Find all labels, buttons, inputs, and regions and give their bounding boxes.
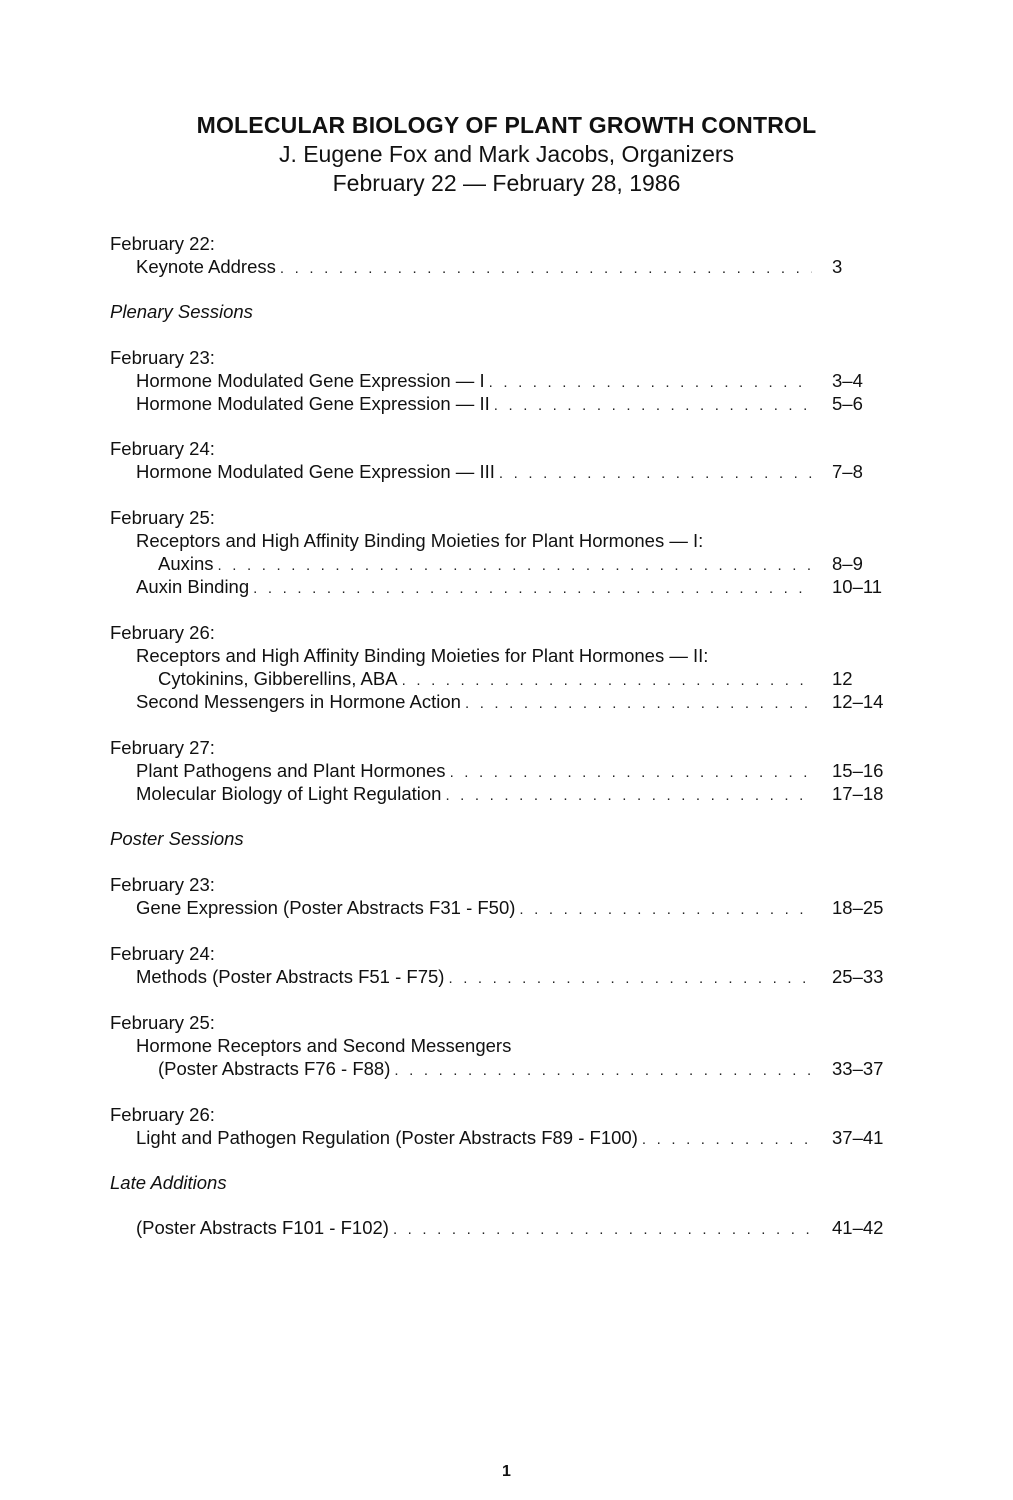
date-heading: February 24: xyxy=(110,438,215,459)
toc-entry xyxy=(110,759,920,782)
dot-leader xyxy=(280,257,812,280)
entry-pages: 15–16 xyxy=(832,760,884,781)
toc-entry-continuation xyxy=(110,552,920,575)
dot-leader xyxy=(519,898,812,921)
dot-leader xyxy=(489,371,812,394)
entry-title: Receptors and High Affinity Binding Moieties for Plant Hormones — I: xyxy=(136,530,704,551)
entry-pages: 17–18 xyxy=(832,783,884,804)
entry-pages: 8–9 xyxy=(832,553,863,574)
entry-title: (Poster Abstracts F101 - F102) xyxy=(136,1217,389,1238)
entry-pages: 33–37 xyxy=(832,1058,884,1079)
entry-pages: 37–41 xyxy=(832,1127,884,1148)
toc-entry xyxy=(110,690,920,713)
dot-leader xyxy=(499,462,812,485)
dot-leader xyxy=(218,554,812,577)
entry-pages: 5–6 xyxy=(832,393,863,414)
entry-pages: 12–14 xyxy=(832,691,884,712)
dot-leader xyxy=(642,1128,812,1151)
entry-title: Light and Pathogen Regulation (Poster Abstracts F89 - F100) xyxy=(136,1127,638,1148)
entry-pages: 7–8 xyxy=(832,461,863,482)
entry-pages: 10–11 xyxy=(832,576,883,597)
toc-entry-continuation xyxy=(110,1057,920,1080)
entry-title: Gene Expression (Poster Abstracts F31 - F50) xyxy=(136,897,516,918)
entry-pages: 25–33 xyxy=(832,966,884,987)
toc-entry xyxy=(110,1126,920,1149)
toc-entry xyxy=(110,644,920,667)
dot-leader xyxy=(448,967,812,990)
entry-pages: 12 xyxy=(832,668,853,689)
entry-title: Methods (Poster Abstracts F51 - F75) xyxy=(136,966,445,987)
entry-title: Molecular Biology of Light Regulation xyxy=(136,783,442,804)
toc-entry xyxy=(110,965,920,988)
organizers-line: J. Eugene Fox and Mark Jacobs, Organizers xyxy=(278,141,735,167)
entry-pages: 41–42 xyxy=(832,1217,884,1238)
toc-entry xyxy=(110,460,920,483)
entry-title-continued: Cytokinins, Gibberellins, ABA xyxy=(158,668,398,689)
entry-title: Hormone Modulated Gene Expression — I xyxy=(136,370,485,391)
entry-title: Auxin Binding xyxy=(136,576,250,597)
date-heading: February 23: xyxy=(110,347,215,368)
toc-entry xyxy=(110,529,920,552)
date-heading: February 27: xyxy=(110,737,215,758)
toc-entry xyxy=(110,575,920,598)
entry-title: Second Messengers in Hormone Action xyxy=(136,691,461,712)
dot-leader xyxy=(394,1059,812,1082)
entry-pages: 3–4 xyxy=(832,370,863,391)
date-heading: February 23: xyxy=(110,874,215,895)
date-heading: February 24: xyxy=(110,943,215,964)
dot-leader xyxy=(393,1218,812,1241)
section-heading-poster: Poster Sessions xyxy=(110,828,244,849)
date-heading: February 22: xyxy=(110,233,215,254)
entry-pages: 3 xyxy=(832,256,843,277)
entry-title: Keynote Address xyxy=(136,256,276,277)
date-heading: February 26: xyxy=(110,1104,215,1125)
dot-leader xyxy=(465,692,812,715)
document-title: MOLECULAR BIOLOGY OF PLANT GROWTH CONTROL xyxy=(196,112,817,138)
date-heading: February 25: xyxy=(110,1012,215,1033)
toc-entry xyxy=(110,1216,920,1239)
entry-title: Hormone Modulated Gene Expression — III xyxy=(136,461,495,482)
section-heading-late: Late Additions xyxy=(110,1172,227,1193)
toc-entry xyxy=(110,782,920,805)
entry-title: Receptors and High Affinity Binding Moieties for Plant Hormones — II: xyxy=(136,645,709,666)
toc-entry-continuation xyxy=(110,667,920,690)
toc-entry xyxy=(110,392,920,415)
entry-title: Hormone Modulated Gene Expression — II xyxy=(136,393,490,414)
entry-title: Plant Pathogens and Plant Hormones xyxy=(136,760,446,781)
section-heading-plenary: Plenary Sessions xyxy=(110,301,253,322)
document-header xyxy=(0,110,1013,198)
date-heading: February 25: xyxy=(110,507,215,528)
toc-entry xyxy=(110,255,920,278)
dot-leader xyxy=(494,394,812,417)
dot-leader xyxy=(445,784,812,807)
toc-entry xyxy=(110,369,920,392)
table-of-contents xyxy=(110,232,920,1239)
toc-entry xyxy=(110,896,920,919)
entry-title-continued: (Poster Abstracts F76 - F88) xyxy=(158,1058,391,1079)
dot-leader xyxy=(450,761,812,784)
dot-leader xyxy=(253,577,812,600)
dot-leader xyxy=(402,669,812,692)
toc-entry xyxy=(110,1034,920,1057)
date-heading: February 26: xyxy=(110,622,215,643)
date-range: February 22 — February 28, 1986 xyxy=(332,170,681,196)
entry-title: Hormone Receptors and Second Messengers xyxy=(136,1035,512,1056)
entry-title-continued: Auxins xyxy=(158,553,214,574)
entry-pages: 18–25 xyxy=(832,897,884,918)
page-number: 1 xyxy=(502,1463,511,1480)
